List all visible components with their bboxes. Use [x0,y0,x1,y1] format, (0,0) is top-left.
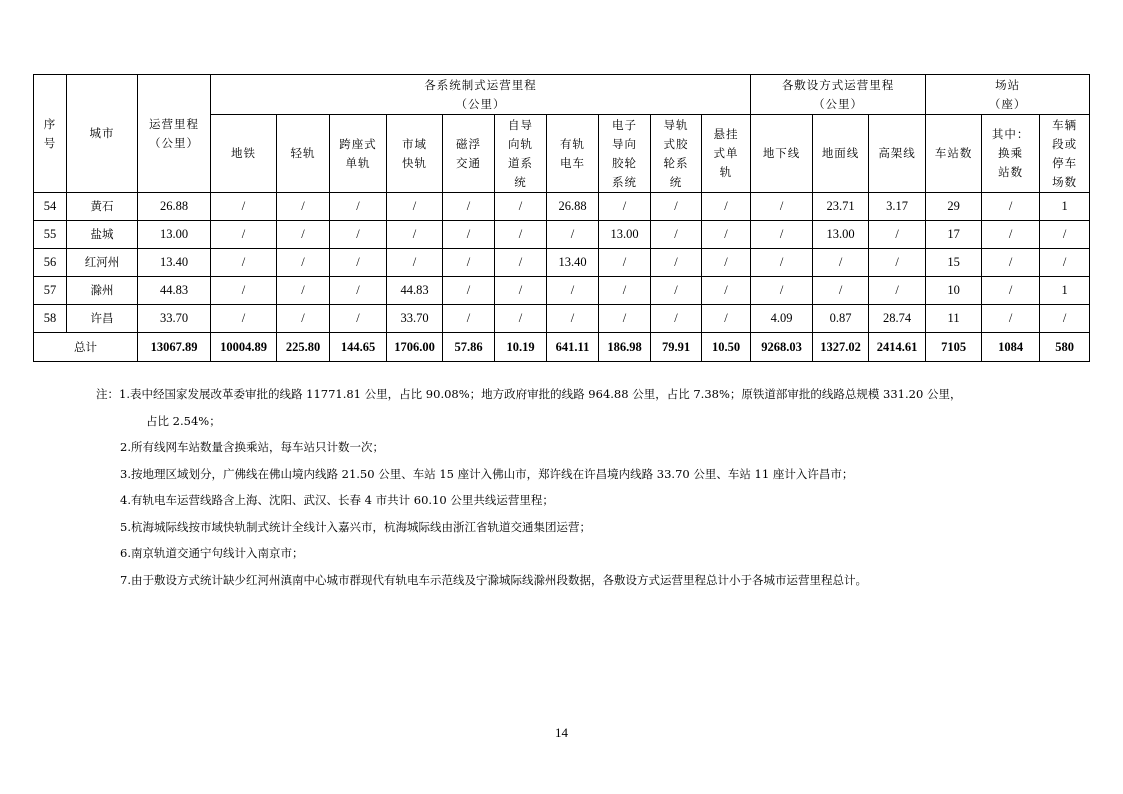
table-row [34,221,1090,249]
header-suspended-monorail: 悬挂 式单 轨 [702,115,751,193]
row-value-cell: / [443,277,495,305]
row-value-cell: / [702,277,751,305]
total-label: 总计 [34,333,138,362]
row-value-cell: / [547,305,599,333]
header-straddle-monorail: 跨座式 单轨 [330,115,387,193]
row-value-cell: 13.00 [813,221,869,249]
row-value-cell: / [599,249,651,277]
note-line: 5.杭海城际线按市域快轨制式统计全线计入嘉兴市，杭海城际线由浙江省轨道交通集团运营； [120,519,591,534]
row-value-cell: / [751,193,813,221]
table-row [34,277,1090,305]
row-value-cell: / [982,193,1040,221]
row-value-cell: / [982,277,1040,305]
table-row [34,193,1090,221]
header-city: 城市 [67,75,138,193]
row-value-cell: / [599,193,651,221]
header-suburban-rail: 市域 快轨 [387,115,443,193]
row-seq-cell: 58 [34,305,67,333]
row-city-cell: 黄石 [67,193,138,221]
row-value-cell: / [599,305,651,333]
row-value-cell: 28.74 [869,305,926,333]
row-value-cell: / [702,305,751,333]
header-stations: 车站数 [926,115,982,193]
row-value-cell: / [330,277,387,305]
total-value-cell: 9268.03 [751,333,813,362]
total-value-cell: 1706.00 [387,333,443,362]
note-line: 2.所有线网车站数量含换乘站，每车站只计数一次； [120,440,384,454]
row-value-cell: / [813,249,869,277]
row-value-cell: 13.00 [599,221,651,249]
row-value-cell: / [869,221,926,249]
header-transfer-stations: 其中： 换乘 站数 [982,115,1040,193]
row-seq-cell: 54 [34,193,67,221]
header-seq: 序 号 [34,75,67,193]
row-value-cell: / [443,193,495,221]
total-value-cell: 580 [1040,333,1090,362]
row-value-cell: 13.40 [138,249,211,277]
row-value-cell: / [495,305,547,333]
table-header [34,75,1090,193]
header-light-rail: 轻轨 [277,115,330,193]
row-value-cell: / [495,193,547,221]
row-value-cell: / [702,193,751,221]
header-mileage: 运营里程 （公里） [138,75,211,193]
row-value-cell: 1 [1040,193,1090,221]
row-value-cell: / [330,221,387,249]
row-value-cell: / [277,249,330,277]
header-station-group: 场站 （座） [926,75,1090,115]
row-value-cell: 23.71 [813,193,869,221]
row-value-cell: / [211,277,277,305]
header-elevated: 高架线 [869,115,926,193]
table-body [34,193,1090,362]
row-value-cell: / [387,221,443,249]
row-value-cell: / [547,221,599,249]
total-value-cell: 10004.89 [211,333,277,362]
header-metro: 地铁 [211,115,277,193]
row-value-cell: / [211,305,277,333]
row-value-cell: / [330,305,387,333]
table-row [34,305,1090,333]
row-value-cell: / [751,221,813,249]
total-value-cell: 79.91 [651,333,702,362]
total-value-cell: 144.65 [330,333,387,362]
table-row [34,249,1090,277]
total-value-cell: 225.80 [277,333,330,362]
total-value-cell: 7105 [926,333,982,362]
header-laying-group: 各敷设方式运营里程 （公里） [751,75,926,115]
row-city-cell: 盐城 [67,221,138,249]
page-number: 14 [555,725,568,740]
note-line: 注：1.表中经国家发展改革委审批的线路 11771.81 公里，占比 90.08%；地方政府审批的线路 964.88 公里，占比 7.38%；原铁道部审批的线路总规模 331.20 公里， [96,387,962,401]
row-value-cell: 44.83 [387,277,443,305]
row-value-cell: / [702,249,751,277]
row-value-cell: 11 [926,305,982,333]
row-value-cell: / [495,277,547,305]
note-line: 6.南京轨道交通宁句线计入南京市； [120,546,304,560]
row-seq-cell: 55 [34,221,67,249]
note-line: 3.按地理区域划分，广佛线在佛山境内线路 21.50 公里、车站 15 座计入佛山市，郑许线在许昌境内线路 33.70 公里、车站 11 座计入许昌市； [120,466,854,481]
row-value-cell: 3.17 [869,193,926,221]
total-value-cell: 10.50 [702,333,751,362]
row-city-cell: 红河州 [67,249,138,277]
notes-section [96,381,1056,593]
row-value-cell: / [1040,221,1090,249]
row-value-cell: / [751,277,813,305]
row-value-cell: / [651,277,702,305]
row-value-cell: / [751,249,813,277]
total-row [34,333,1090,362]
row-value-cell: 4.09 [751,305,813,333]
total-value-cell: 13067.89 [138,333,211,362]
total-value-cell: 641.11 [547,333,599,362]
row-value-cell: / [330,193,387,221]
row-value-cell: / [982,305,1040,333]
row-value-cell: / [1040,305,1090,333]
header-maglev: 磁浮 交通 [443,115,495,193]
row-seq-cell: 56 [34,249,67,277]
row-value-cell: / [651,193,702,221]
row-value-cell: 29 [926,193,982,221]
row-value-cell: / [277,277,330,305]
total-value-cell: 2414.61 [869,333,926,362]
header-guided-tire: 电子 导向 胶轮 系统 [599,115,651,193]
header-agt: 自导 向轨 道系 统 [495,115,547,193]
row-value-cell: 44.83 [138,277,211,305]
row-value-cell: / [443,221,495,249]
row-value-cell: / [443,249,495,277]
row-value-cell: / [869,277,926,305]
row-value-cell: 26.88 [547,193,599,221]
row-value-cell: 1 [1040,277,1090,305]
note-line: 占比 2.54%； [146,413,221,428]
row-value-cell: 13.00 [138,221,211,249]
row-value-cell: / [277,221,330,249]
row-value-cell: / [443,305,495,333]
total-value-cell: 10.19 [495,333,547,362]
notes-prefix: 注： [96,387,119,401]
row-value-cell: / [211,221,277,249]
row-value-cell: / [211,249,277,277]
row-value-cell: / [651,305,702,333]
header-rail-guided-tire: 导轨 式胶 轮系 统 [651,115,702,193]
row-city-cell: 许昌 [67,305,138,333]
note-line: 4.有轨电车运营线路含上海、沈阳、武汉、长春 4 市共计 60.10 公里共线运营里程； [120,493,554,507]
row-value-cell: / [387,193,443,221]
row-seq-cell: 57 [34,277,67,305]
row-value-cell: / [495,221,547,249]
header-underground: 地下线 [751,115,813,193]
total-value-cell: 57.86 [443,333,495,362]
row-value-cell: / [651,249,702,277]
row-value-cell: 17 [926,221,982,249]
row-value-cell: / [982,221,1040,249]
header-tram: 有轨 电车 [547,115,599,193]
row-value-cell: / [211,193,277,221]
row-value-cell: / [702,221,751,249]
row-value-cell: / [651,221,702,249]
row-value-cell: 26.88 [138,193,211,221]
row-value-cell: / [869,249,926,277]
row-city-cell: 滁州 [67,277,138,305]
row-value-cell: 33.70 [138,305,211,333]
row-value-cell: 10 [926,277,982,305]
row-value-cell: / [277,305,330,333]
total-value-cell: 1084 [982,333,1040,362]
total-value-cell: 186.98 [599,333,651,362]
row-value-cell: / [599,277,651,305]
row-value-cell: / [495,249,547,277]
header-ground: 地面线 [813,115,869,193]
rail-transit-table [33,74,1090,362]
row-value-cell: 0.87 [813,305,869,333]
header-depots: 车辆 段或 停车 场数 [1040,115,1090,193]
row-value-cell: / [387,249,443,277]
row-value-cell: 33.70 [387,305,443,333]
row-value-cell: / [277,193,330,221]
header-system-group: 各系统制式运营里程 （公里） [211,75,751,115]
row-value-cell: / [813,277,869,305]
total-value-cell: 1327.02 [813,333,869,362]
row-value-cell: / [1040,249,1090,277]
row-value-cell: 13.40 [547,249,599,277]
row-value-cell: / [982,249,1040,277]
row-value-cell: / [330,249,387,277]
note-line: 7.由于敷设方式统计缺少红河州滇南中心城市群现代有轨电车示范线及宁滁城际线滁州段数据，各敷设方式运营里程总计小于各城市运营里程总计。 [120,572,867,587]
row-value-cell: / [547,277,599,305]
row-value-cell: 15 [926,249,982,277]
